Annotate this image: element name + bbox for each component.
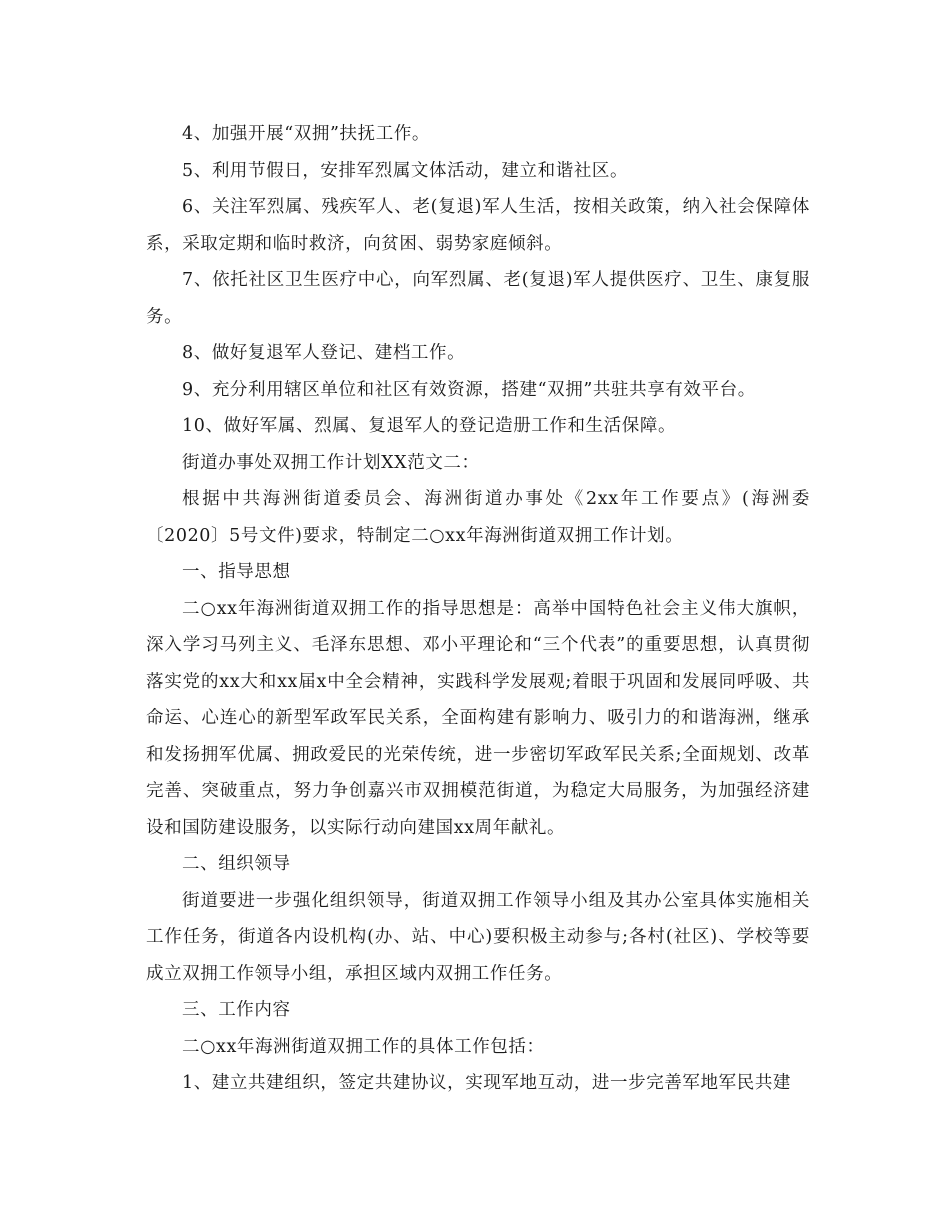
- heading-work-content: 三、工作内容: [182, 1000, 291, 1020]
- heading-organization-leadership: 二、组织领导: [182, 854, 291, 874]
- work-content-intro: 二○xx年海洲街道双拥工作的具体工作包括：: [182, 1036, 545, 1057]
- paragraph-item-7: 7、依托社区卫生医疗中心，向军烈属、老(复退)军人提供医疗、卫生、康复服务。: [146, 270, 810, 327]
- work-content-item-1: 1、建立共建组织，签定共建协议，实现军地互动，进一步完善军地军民共建: [182, 1073, 792, 1093]
- paragraph-item-4: 4、加强开展“双拥”扶抚工作。: [182, 124, 431, 144]
- paragraph-item-5: 5、利用节假日，安排军烈属文体活动，建立和谐社区。: [182, 160, 629, 181]
- intro-paragraph: 根据中共海洲街道委员会、海洲街道办事处《2xx年工作要点》(海洲委〔2020〕5号文件)要求，特制定二○xx年海洲街道双拥工作计划。: [146, 489, 810, 546]
- section-title-template-two: 街道办事处双拥工作计划XX范文二：: [182, 452, 480, 473]
- paragraph-item-8: 8、做好复退军人登记、建档工作。: [182, 343, 466, 363]
- organization-leadership-paragraph: 街道要进一步强化组织领导，街道双拥工作领导小组及其办公室具体实施相关工作任务，街道各内设机构(办、站、中心)要积极主动参与;各村(社区)、学校等要成立双拥工作领导小组，承担区域内双拥工作任务。: [146, 890, 810, 984]
- heading-guiding-ideology: 一、指导思想: [182, 562, 291, 582]
- guiding-ideology-paragraph: 二○xx年海洲街道双拥工作的指导思想是：高举中国特色社会主义伟大旗帜，深入学习马列主义、毛泽东思想、邓小平理论和“三个代表”的重要思想，认真贯彻落实党的xx大和xx届x中全会精神，实践科学发展观;着眼于巩固和发展同呼吸、共命运、心连心的新型军政军民关系，全面构建有影响力、吸引力的和谐海洲，继承和发扬拥军优属、拥政爱民的光荣传统，进一步密切军政军民关系;全面规划、改革完善、突破重点，努力争创嘉兴市双拥模范街道，为稳定大局服务，为加强经济建设和国防建设服务，以实际行动向建国xx周年献礼。: [146, 598, 810, 838]
- paragraph-item-9: 9、充分利用辖区单位和社区有效资源，搭建“双拥”共驻共享有效平台。: [182, 379, 756, 400]
- document-page: [146, 116, 810, 1102]
- paragraph-item-10: 10、做好军属、烈属、复退军人的登记造册工作和生活保障。: [182, 416, 677, 436]
- paragraph-item-6: 6、关注军烈属、残疾军人、老(复退)军人生活，按相关政策，纳入社会保障体系，采取定期和临时救济，向贫困、弱势家庭倾斜。: [146, 197, 810, 254]
